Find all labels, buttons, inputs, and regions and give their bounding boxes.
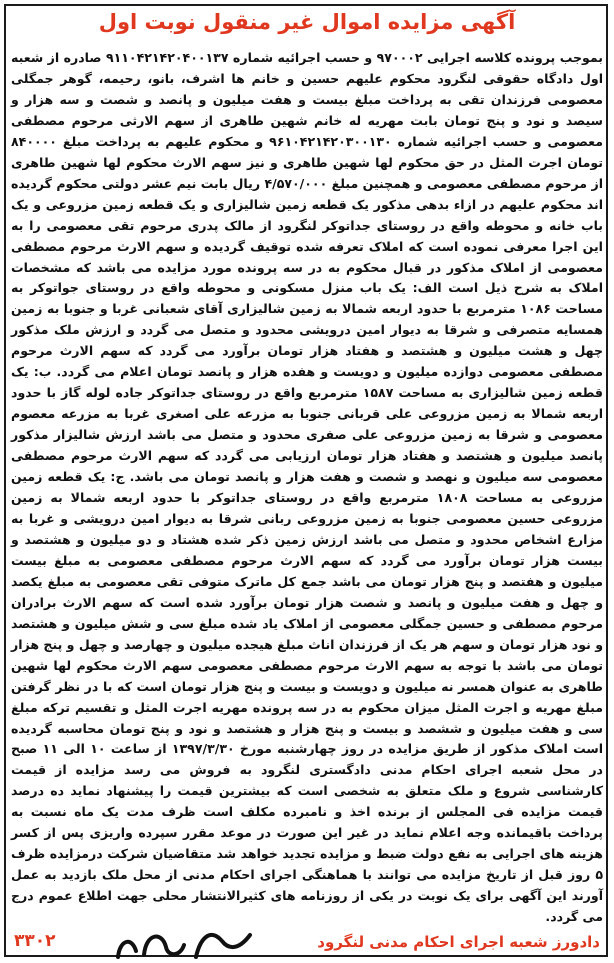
ad-number: ۳۳۰۲ <box>14 931 56 951</box>
notice-body: بموجب پرونده کلاسه اجرایی ۹۷۰۰۰۲ و حسب اجرائیه شماره ۹۱۱۰۴۲۱۴۲۰۴۰۰۱۳۷ صادره از شعبه اول دادگاه حقوقی لنگرود محکوم علیهم حسین و خانم ها اشرف، بانو، رحیمه، گوهر جمگلی معصومی فرزندان تقی به پرداخت مبلغ بیست و هفت میلیون و پانصد و شصت و سه هزار و سیصد و نود و پنج تومان بابت مهریه له خانم شهین طاهری از سهم الارثی مرحوم مصطفی معصومی و حسب اجرائیه شماره ۹۶۱۰۴۲۱۴۲۰۳۰۰۱۳۰ و محکوم علیهم به پرداخت مبلغ ۸۴۰۰۰۰ تومان اجرت المثل در حق محکوم لها شهین طاهری و نیز سهم الارث محکوم لها شهین طاهری از مرحوم مصطفی معصومی و همچنین مبلغ ۴/۵۷۰/۰۰۰ ریال بابت نیم عشر دولتی محکوم گردیده اند محکوم علیهم در ازاء بدهی مذکور یک قطعه زمین شالیزاری و یک قطعه زمین مزروعی و یک باب خانه و محوطه واقع در روستای جداتوکر لنگرود از مالک پدری مرحوم تقی معصومی را به این اجرا معرفی نموده است که املاک تعرفه شده توقیف گردیده و سهم الارث مرحوم مصطفی معصومی از املاک مذکور در قبال محکوم به در سه پرونده مورد مزایده می باشد که مشخصات املاک به شرح ذیل است الف: یک باب منزل مسکونی و محوطه واقع در روستای جواتوکر به مساحت ۱۰۸۶ مترمربع با حدود اربعه شمالا به زمین شالیزاری آقای شعبانی غربا و جنوبا به زمین همسایه متصرفی و شرقا به دیوار امین درویشی محدود و متصل می گردد و ارزش ملک مذکور چهل و هشت میلیون و هشتصد و هفتاد هزار تومان برآورد می گردد که سهم الارث مرحوم مصطفی معصومی دوازده میلیون و دویست و هفده هزار و پانصد تومان اعلام می گردد. ب: یک قطعه زمین شالیزاری به مساحت ۱۵۸۷ مترمربع واقع در روستای جداتوکر جاده لوله گاز با حدود اربعه شمالا به زمین مزروعی علی قربانی جنوبا به مزرعه علی اصغری غربا به مزرعه معصوم معصومی و شرقا به زمین مزروعی علی صفری محدود و متصل می باشد ارزش شالیزار مذکور پانصد میلیون و هشتصد و هفتاد هزار تومان ارزیابی می گردد که سهم الارث مرحوم مصطفی معصومی سه میلیون و نهصد و شصت و هفت هزار و پانصد تومان می باشد. ج: یک قطعه زمین مزروعی به مساحت ۱۸۰۸ مترمربع واقع در روستای جداتوکر با حدود اربعه شمالا به زمین مزروعی حسین معصومی جنوبا به زمین مزروعی ربانی شرقا به دیوار امین درویشی و غربا به مزارع اشخاص محدود و متصل می باشد ارزش زمین ذکر شده هشتاد و دو میلیون و هشتصد و بیست هزار تومان برآورد می گردد که سهم الارث مرحوم مصطفی معصومی به مبلغ بیست میلیون و هفتصد و پنج هزار تومان می باشد جمع کل ماترک متوفی تقی معصومی به مبلغ یکصد و چهل و هفت میلیون و پانصد و شصت هزار تومان برآورد شده است که سهم الارث برادران مرحوم مصطفی و حسین جمگلی معصومی از املاک یاد شده مبلغ سی و شش میلیون و هشتصد و نود هزار تومان و سهم هر یک از فرزندان اناث مبلغ هیجده میلیون و چهارصد و چهل و پنج هزار تومان می باشد با توجه به سهم الارث مرحوم مصطفی معصومی سهم الارث محکوم لها شهین طاهری به عنوان همسر نه میلیون و دویست و بیست و پنج هزار تومان است که با در نظر گرفتن مبلغ مهریه و اجرت المثل میزان محکوم به در سه پرونده مهریه اجرت المثل و تقسیم ترکه مبلغ سی و هفت میلیون و ششصد و بیست و پنج هزار و هشتصد و نود و پنج تومان محاسبه گردیده است املاک مذکور از طریق مزایده در روز چهارشنبه مورخ ۱۳۹۷/۳/۳۰ از ساعت ۱۰ الی ۱۱ صبح در محل شعبه اجرای احکام مدنی دادگستری لنگرود به فروش می رسد مزایده از قیمت کارشناسی شروع و ملک متعلق به شخصی است که بیشترین قیمت را پیشنهاد نماید ده درصد قیمت مزایده فی المجلس از برنده اخذ و نامبرده مکلف است ظرف مدت یک ماه نسبت به پرداخت باقیمانده وجه اعلام نماید در غیر این صورت در موعد مقرر سپرده واریزی پس از کسر هزینه های اجرایی به نفع دولت ضبط و مزایده تجدید خواهد شد متقاضیان شرکت درمزایده ظرف ۵ روز قبل از تاریخ مزایده می توانند با هماهنگی اجرای احکام مدنی از محل ملک بازدید به عمل آورند این آگهی برای یک نوبت در یکی از روزنامه های کثیرالانتشار محلی جهت اطلاع عموم درج می گردد. <box>11 50 604 925</box>
signature: دادورز شعبه اجرای احکام مدنی لنگرود <box>317 933 600 951</box>
notice-title: آگهی مزایده اموال غیر منقول نوبت اول <box>98 10 516 34</box>
handwritten-mark <box>110 917 260 963</box>
